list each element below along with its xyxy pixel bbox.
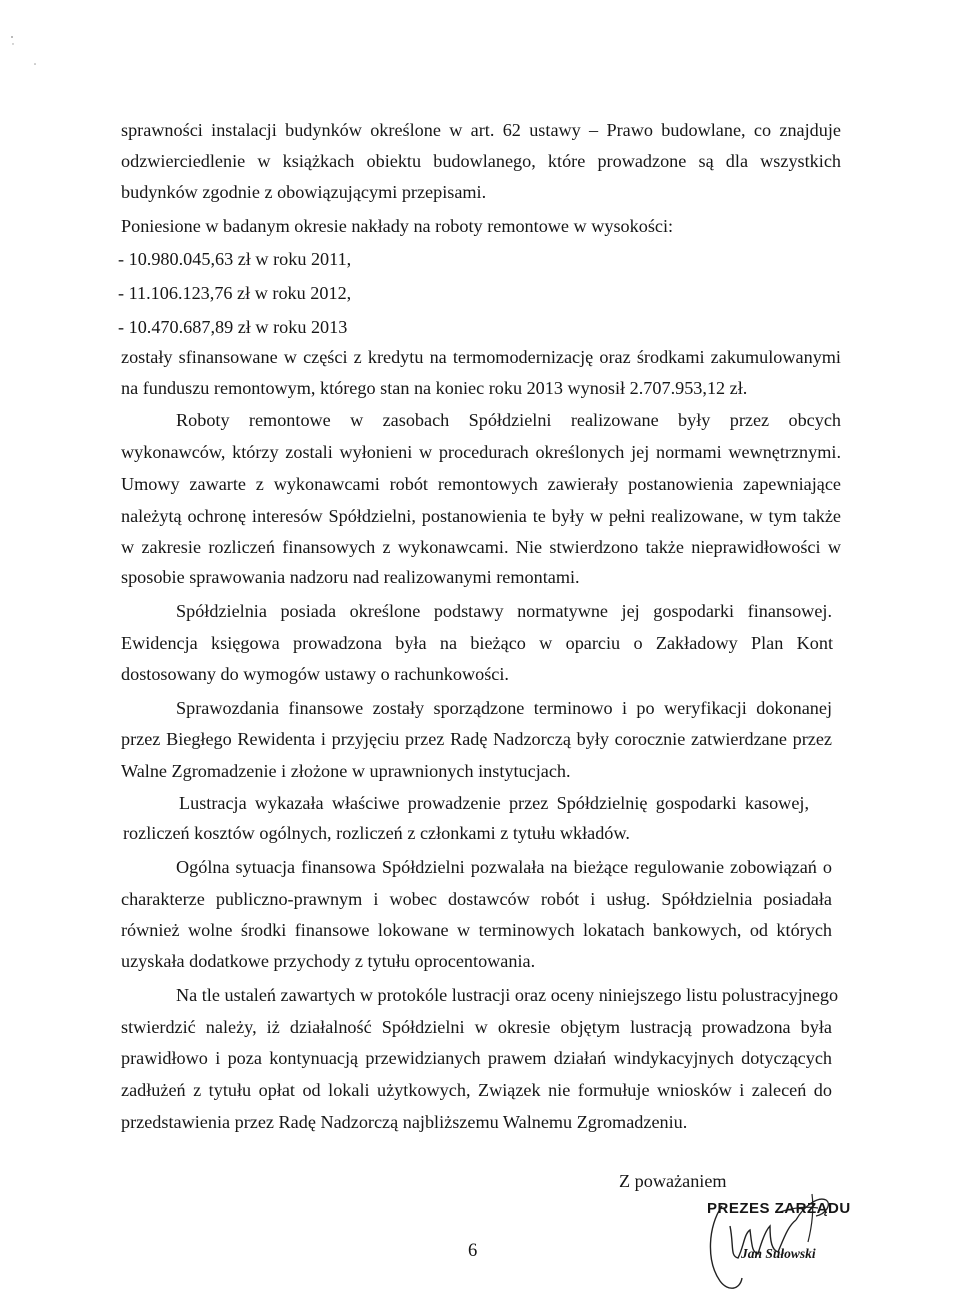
expense-list-item: - 10.980.045,63 zł w roku 2011, (118, 249, 352, 269)
body-text-line: zostały sfinansowane w części z kredytu na termomodernizację oraz środkami zakumulowanymi (121, 347, 841, 367)
body-text-line: wykonawców, którzy zostali wyłonieni w procedurach określonych jej normami wewnętrznymi. (121, 442, 841, 462)
expense-list-item: - 10.470.687,89 zł w roku 2013 (118, 317, 348, 337)
stamp-title: PREZES ZARZĄDU (707, 1200, 851, 1217)
body-text-line: sprawności instalacji budynków określone w art. 62 ustawy – Prawo budowlane, co znajduje (121, 120, 841, 140)
paragraph-first-line: Ogólna sytuacja finansowa Spółdzielni pozwalała na bieżące regulowanie zobowiązań o (176, 857, 832, 877)
body-text-line: uzyskała dodatkowe przychody z tytułu oprocentowania. (121, 951, 536, 971)
body-text-line: sposobie sprawowania nadzoru nad realizowanymi remontami. (121, 567, 580, 587)
body-text-line: na funduszu remontowym, którego stan na koniec roku 2013 wynosił 2.707.953,12 zł. (121, 378, 748, 398)
body-text-line: Umowy zawarte z wykonawcami robót remontowych zawierały postanowienia zapewniające (121, 474, 841, 494)
paragraph-first-line: Na tle ustaleń zawartych w protokóle lustracji oraz oceny niniejszego listu polustracyjnego (176, 985, 839, 1005)
body-text-line: zadłużeń z tytułu opłat od lokali użytkowych, Związek nie formułuje wniosków i zaleceń do (121, 1080, 832, 1100)
body-text-line: rozliczeń kosztów ogólnych, rozliczeń z członkami z tytułu wkładów. (123, 823, 630, 843)
paragraph-first-line: Sprawozdania finansowe zostały sporządzone terminowo i po weryfikacji dokonanej (176, 698, 832, 718)
stamp-name: Jan Sułowski (741, 1246, 816, 1261)
scan-specks (0, 0, 60, 80)
body-text-line: stwierdzić należy, iż działalność Spółdzielni w okresie objętym lustracją prowadzona była (121, 1017, 832, 1037)
body-text-line: również wolne środki finansowe lokowane w terminowych lokatach bankowych, od których (121, 920, 832, 940)
body-text-line: przedstawienia przez Radę Nadzorczą najbliższemu Walnemu Zgromadzeniu. (121, 1112, 688, 1132)
page-number: 6 (468, 1240, 478, 1261)
body-text-line: budynków zgodnie z obowiązującymi przepisami. (121, 182, 487, 202)
paragraph-first-line: Spółdzielnia posiada określone podstawy normatywne jej gospodarki finansowej. (176, 601, 832, 621)
body-text-line: Ewidencja księgowa prowadzona była na bieżąco w oparciu o Zakładowy Plan Kont (121, 633, 833, 653)
body-text-line: w zakresie rozliczeń finansowych z wykonawcami. Nie stwierdzono także nieprawidłowości w (121, 537, 841, 557)
body-text-line: Walne Zgromadzenie i złożone w uprawnionych instytucjach. (121, 761, 571, 781)
body-text-line: odzwierciedlenie w książkach obiektu budowlanego, które prowadzone są dla wszystkich (121, 151, 841, 171)
paragraph-first-line: Roboty remontowe w zasobach Spółdzielni realizowane były przez obcych (176, 410, 841, 430)
body-text-line: Poniesione w badanym okresie nakłady na roboty remontowe w wysokości: (121, 216, 674, 236)
body-text-line: przez Biegłego Rewidenta i przyjęciu przez Radę Nadzorczą były corocznie zatwierdzane przez (121, 729, 832, 749)
closing-salutation: Z poważaniem (619, 1171, 727, 1191)
body-text-line: prawidłowo i poza kontynuacją przewidzianych prawem działań windykacyjnych dotyczących (121, 1048, 832, 1068)
body-text-line: należytą ochronę interesów Spółdzielni, postanowienia te były w pełni realizowane, w tym także (121, 506, 841, 526)
expense-list-item: - 11.106.123,76 zł w roku 2012, (118, 283, 352, 303)
body-text-line: dostosowany do wymogów ustawy o rachunkowości. (121, 664, 509, 684)
paragraph-first-line: Lustracja wykazała właściwe prowadzenie przez Spółdzielnię gospodarki kasowej, (179, 793, 809, 813)
body-text-line: charakterze publiczno-prawnym i wobec dostawców robót i usług. Spółdzielnia posiadała (121, 889, 832, 909)
